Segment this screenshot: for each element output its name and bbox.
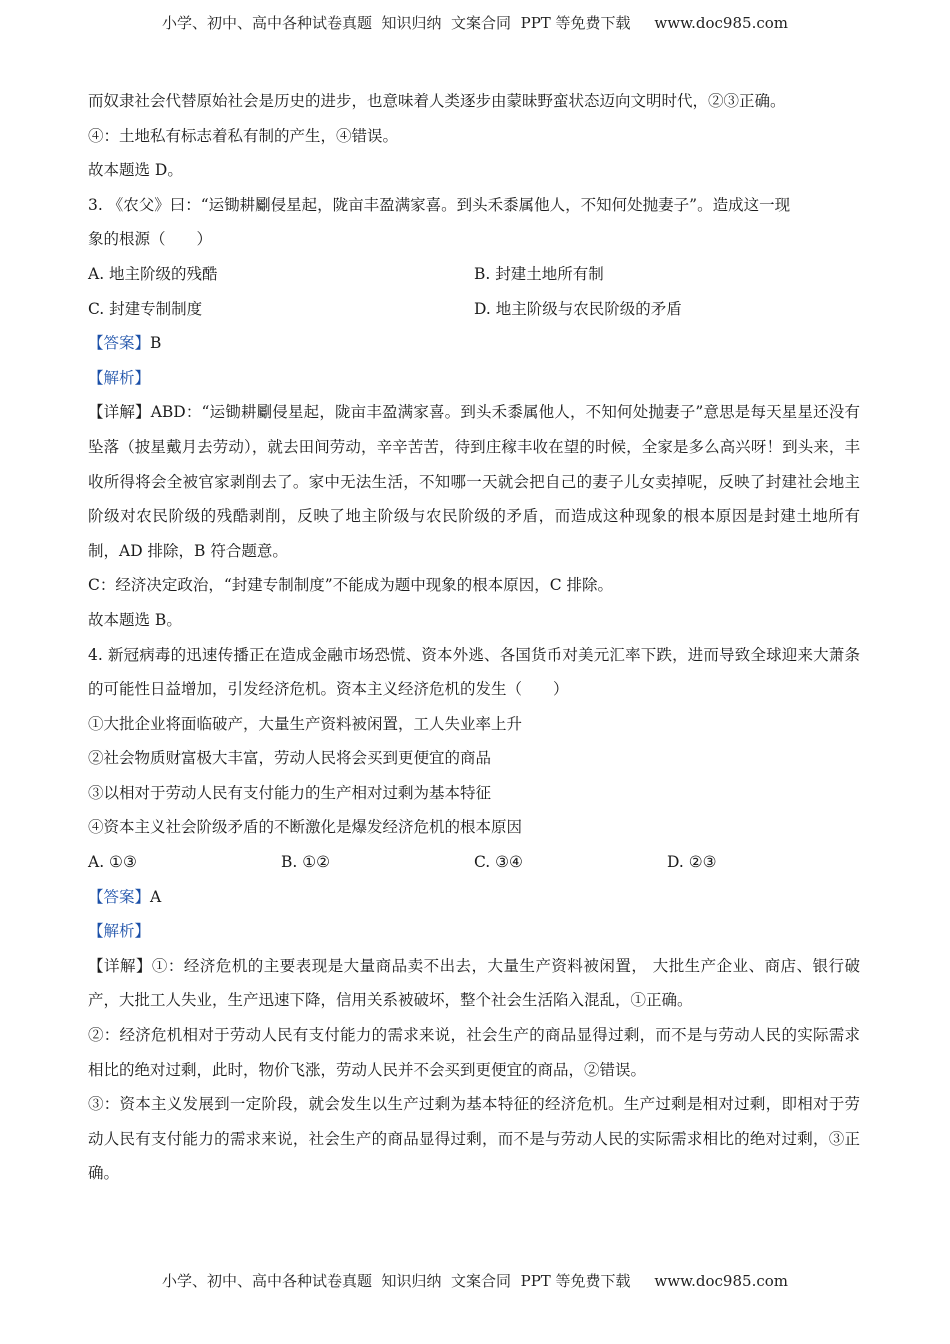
- q4-detail-paragraph-2: ②：经济危机相对于劳动人民有支付能力的需求来说，社会生产的商品显得过剩，而不是与劳动人民的实际需求相比的绝对过剩，此时，物价飞涨，劳动人民并不会买到更便宜的商品，②错误。: [88, 1026, 860, 1079]
- q3-stem-line-2: 象的根源（ ）: [88, 230, 213, 249]
- prev-analysis-line-1: 而奴隶社会代替原始社会是历史的进步，也意味着人类逐步由蒙昧野蛮状态迈向文明时代，②③正确。: [88, 92, 786, 110]
- q4-statement-3: ③以相对于劳动人民有支付能力的生产相对过剩为基本特征: [88, 783, 492, 802]
- q3-detail-paragraph-1: [88, 395, 860, 568]
- q3-detail-tag: 【详解】: [88, 403, 151, 422]
- q3-option-a: A. 地主阶级的残酷: [88, 264, 218, 283]
- q3-options-row-1: [88, 257, 860, 292]
- q4-detail-tag: 【详解】: [88, 956, 152, 975]
- q4-option-c: C. ③④: [474, 853, 523, 872]
- q4-statement-4: ④资本主义社会阶级矛盾的不断激化是爆发经济危机的根本原因: [88, 818, 523, 837]
- document-body: [88, 84, 860, 1191]
- q4-statement-1: ①大批企业将面临破产，大量生产资料被闲置，工人失业率上升: [88, 714, 523, 733]
- prev-conclusion: 故本题选 D。: [88, 161, 183, 180]
- q3-options-row-2: [88, 292, 860, 327]
- q3-answer-value: B: [150, 334, 162, 353]
- q3-answer: [88, 326, 860, 361]
- q3-detail-text-1: ABD：“运锄耕劚侵星起，陇亩丰盈满家喜。到头禾黍属他人，不知何处抛妻子”意思是每天星星还没有坠落（披星戴月去劳动），就去田间劳动，辛辛苦苦，待到庄稼丰收在望的时候，全家是多么高兴呀！到头来，丰收所得将会全被官家剥削去了。家中无法生活，不知哪一天就会把自己的妻子儿女卖掉呢，反映了封建社会地主阶级对农民阶级的残酷剥削，反映了地主阶级与农民阶级的矛盾，而造成这种现象的根本原因是封建土地所有制，AD 排除，B 符合题意。: [88, 403, 860, 560]
- q3-analysis: [88, 361, 860, 396]
- q4-detail-text-1: ①：经济危机的主要表现是大量商品卖不出去，大量生产资料被闲置， 大批生产企业、商店、银行破产，大批工人失业，生产迅速下降，信用关系被破坏，整个社会生活陷入混乱，①正确。: [88, 956, 860, 1010]
- q4-analysis: [88, 914, 860, 949]
- q3-option-b: B. 封建土地所有制: [474, 264, 604, 283]
- page-footer: 小学、初中、高中各种试卷真题 知识归纳 文案合同 PPT 等免费下载 www.doc985.com: [161, 1272, 788, 1290]
- q4-statement-2: ②社会物质财富极大丰富，劳动人民将会买到更便宜的商品: [88, 749, 492, 768]
- q3-stem-line-1: 3. 《农父》曰：“运锄耕劚侵星起，陇亩丰盈满家喜。到头禾黍属他人，不知何处抛妻子”。造成这一现: [88, 195, 791, 214]
- prev-analysis-line-2: ④：土地私有标志着私有制的产生，④错误。: [88, 126, 399, 145]
- q4-detail-paragraph-1: [88, 949, 860, 1018]
- q4-answer: [88, 880, 860, 915]
- q4-option-b: B. ①②: [281, 853, 331, 872]
- q3-option-c: C. 封建专制制度: [88, 299, 203, 318]
- q4-analysis-tag: 【解析】: [88, 922, 151, 941]
- q3-answer-tag: 【答案】: [88, 334, 151, 353]
- q4-option-a: A. ①③: [88, 853, 137, 872]
- q4-detail-paragraph-3: ③：资本主义发展到一定阶段，就会发生以生产过剩为基本特征的经济危机。生产过剩是相对过剩，即相对于劳动人民有支付能力的需求来说，社会生产的商品显得过剩，而不是与劳动人民的实际需求相比的绝对过剩，③正确。: [88, 1095, 860, 1183]
- page-header: 小学、初中、高中各种试卷真题 知识归纳 文案合同 PPT 等免费下载 www.doc985.com: [161, 14, 788, 32]
- q4-options-row: [88, 845, 860, 880]
- q4-answer-tag: 【答案】: [88, 887, 151, 906]
- q4-stem: 4. 新冠病毒的迅速传播正在造成金融市场恐慌、资本外逃、各国货币对美元汇率下跌，进而导致全球迎来大萧条的可能性日益增加，引发经济危机。资本主义经济危机的发生（ ）: [88, 645, 860, 699]
- q3-conclusion: 故本题选 B。: [88, 610, 182, 629]
- q4-option-d: D. ②③: [667, 853, 717, 872]
- q3-option-d: D. 地主阶级与农民阶级的矛盾: [474, 299, 682, 318]
- q3-analysis-tag: 【解析】: [88, 368, 151, 387]
- q4-answer-value: A: [150, 887, 162, 906]
- q3-detail-paragraph-2: C：经济决定政治，“封建专制制度”不能成为题中现象的根本原因，C 排除。: [88, 576, 613, 595]
